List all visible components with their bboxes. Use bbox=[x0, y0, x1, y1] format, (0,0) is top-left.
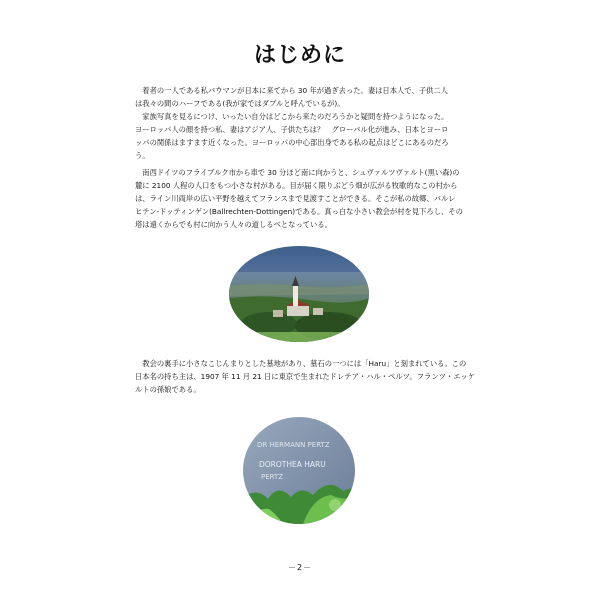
gravestone-inscription-1: DR HERMANN PERTZ bbox=[257, 441, 330, 449]
text-line: 麓に 2100 人程の人口をもつ小さな村がある。目が届く限りぶどう畑が広がる牧歌的なこの村から bbox=[135, 181, 458, 190]
paragraph-family bbox=[135, 110, 465, 162]
text-line: ヨーロッパ人の顔を持つ私、妻はアジア人、子供たちは？ グローバル化が進み、日本とヨーロ bbox=[135, 125, 449, 134]
text-line: 日本名の持ち主は、1907 年 11 月 21 日に東京で生まれたドレテア・ハル・ペルツ。フランツ・エッケ bbox=[135, 372, 475, 381]
gravestone-illustration bbox=[243, 417, 355, 524]
gravestone-inscription-2: DOROTHEA HARU bbox=[259, 460, 326, 469]
landscape-illustration bbox=[229, 246, 369, 342]
paragraph-intro bbox=[135, 84, 465, 110]
text-line: ヒテン-ドッティンゲン(Ballrechten-Dottingen)である。真っ白な小さい教会が村を見下ろし、その bbox=[135, 207, 463, 216]
text-line: 家族写真を見るにつけ、いったい自分はどこから来たのだろうかと疑問を持つようになった。 bbox=[135, 112, 449, 121]
page-number: －2－ bbox=[287, 563, 313, 572]
text-line: ルトの孫娘である。 bbox=[135, 385, 201, 394]
gravestone-inscription-3: PERTZ bbox=[261, 473, 284, 481]
text-line: 教会の裏手に小さなこじんまりとした墓地があり、墓石の一つには「Haru」と刻まれている。この bbox=[135, 359, 467, 368]
text-line: は我々の間のハーフである(我が家ではダブルと呼んでいるが)。 bbox=[135, 99, 345, 108]
page-title: はじめに bbox=[253, 43, 346, 68]
text-line: は、ライン川両岸の広い平野を越えてフランスまで見渡すことができる。そこが私の故郷、バルレ bbox=[135, 194, 456, 203]
paragraph-village bbox=[135, 166, 465, 231]
text-line: 南西ドイツのフライブルク市から車で 30 分ほど南に向かうと、シュヴァルツヴァルト(黒い森)の bbox=[135, 168, 460, 177]
text-line: 塔は遠くからでも村に向かう人々の道しるべとなっている。 bbox=[135, 220, 332, 229]
village-landscape-photo bbox=[229, 246, 369, 342]
paragraph-graveyard bbox=[135, 357, 475, 396]
text-line: 着者の一人である私バウマンが日本に来てから 30 年が過ぎ去った。妻は日本人で、子供二人 bbox=[135, 86, 448, 95]
gravestone-photo bbox=[243, 417, 355, 524]
text-line: う。 bbox=[135, 151, 150, 160]
text-line: ッパの関係はますます近くなった。ヨーロッパの中心部出身である私の起点はどこにあるのだろ bbox=[135, 138, 449, 147]
